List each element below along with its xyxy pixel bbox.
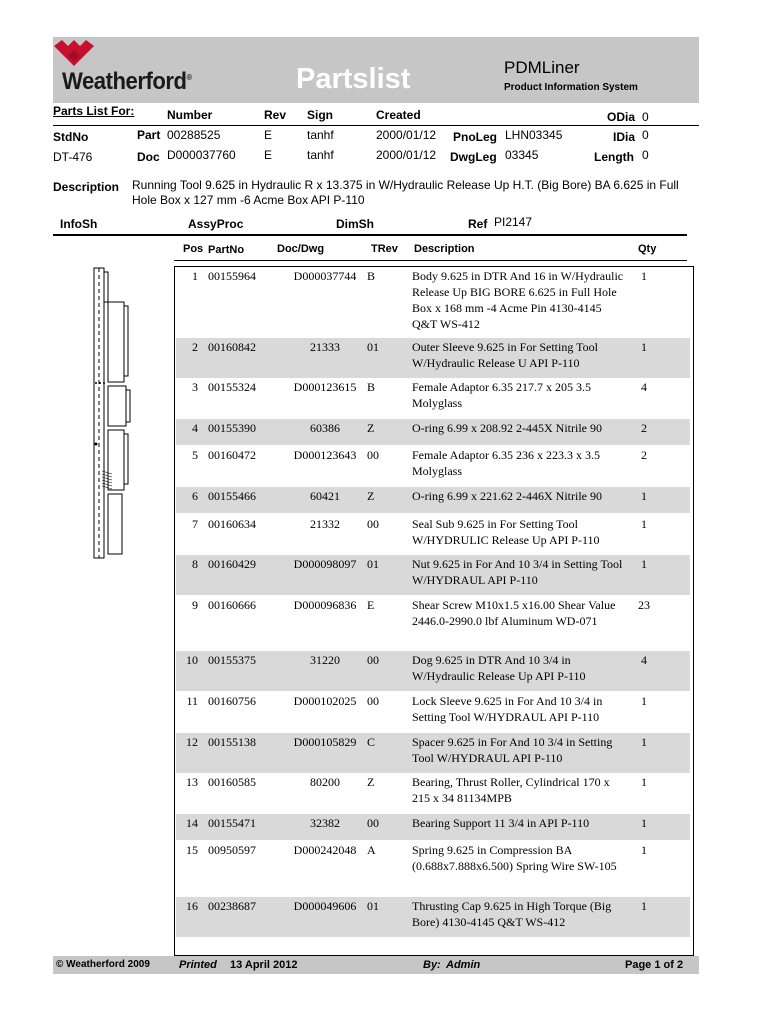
dwgleg-label: DwgLeg [450, 150, 497, 164]
row-pos: 6 [192, 489, 198, 503]
row-partno: 00155964 [208, 269, 256, 283]
length-label: Length [594, 150, 634, 164]
table-row [176, 841, 690, 895]
row-description: O-ring 6.99 x 208.92 2-445X Nitrile 90 [412, 421, 602, 435]
stdno-value: DT-476 [53, 150, 93, 164]
row-pos: 9 [192, 598, 198, 612]
description-label: Description [53, 180, 120, 194]
row-qty: 1 [641, 899, 647, 913]
number-label: Number [167, 108, 213, 122]
table-row [176, 692, 690, 732]
col-trev-header: TRev [371, 243, 398, 255]
table-row [176, 378, 690, 418]
row-pos: 8 [192, 557, 198, 571]
part-created: 2000/01/12 [376, 128, 437, 142]
row-partno: 00155471 [208, 816, 256, 830]
row-description: Seal Sub 9.625 in For Setting Tool W/HYDRULIC Release Up API P-110 [412, 517, 600, 547]
row-description: Spring 9.625 in Compression BA (0.688x7.888x6.500) Spring Wire SW-105 [412, 843, 617, 873]
row-pos: 11 [186, 694, 198, 708]
odia-value: 0 [642, 110, 649, 124]
odia-label: ODia [607, 110, 636, 124]
length-value: 0 [642, 148, 649, 162]
doc-sign: tanhf [307, 148, 334, 162]
row-qty: 1 [641, 775, 647, 789]
row-partno: 00160472 [208, 448, 256, 462]
row-pos: 10 [186, 653, 198, 667]
row-partno: 00160666 [208, 598, 256, 612]
row-description: Shear Screw M10x1.5 x16.00 Shear Value 2446.0-2990.0 lbf Aluminum WD-071 [412, 598, 616, 628]
table-row [176, 733, 690, 773]
row-pos: 5 [192, 448, 198, 462]
table-row [176, 651, 690, 691]
row-trev: 01 [367, 340, 379, 354]
part-rev: E [264, 128, 273, 142]
system-subtitle: Product Information System [504, 82, 638, 93]
row-partno: 00160585 [208, 775, 256, 789]
ref-value: PI2147 [494, 215, 533, 229]
row-qty: 23 [638, 598, 650, 612]
row-qty: 1 [641, 517, 647, 531]
row-pos: 4 [192, 421, 198, 435]
row-description: Nut 9.625 in For And 10 3/4 in Setting Tool W/HYDRAUL API P-110 [412, 557, 623, 587]
row-description: Outer Sleeve 9.625 in For Setting Tool W/Hydraulic Release U API P-110 [412, 340, 598, 370]
row-trev: 01 [367, 557, 379, 571]
row-trev: C [367, 735, 376, 749]
table-row [176, 814, 690, 840]
row-pos: 12 [186, 735, 198, 749]
row-qty: 2 [641, 421, 647, 435]
row-partno: 00155324 [208, 380, 256, 394]
pnoleg-value: LHN03345 [505, 128, 563, 142]
col-partno-header: PartNo [208, 244, 245, 256]
row-doc: 32382 [310, 816, 340, 830]
row-qty: 1 [641, 340, 647, 354]
created-label: Created [376, 108, 421, 122]
row-trev: 00 [367, 517, 379, 531]
table-row [176, 419, 690, 445]
row-description: O-ring 6.99 x 221.62 2-446X Nitrile 90 [412, 489, 602, 503]
brand-name: Weatherford® [62, 68, 192, 95]
row-partno: 00155466 [208, 489, 256, 503]
table-row [176, 487, 690, 513]
system-name: PDMLiner [504, 58, 580, 77]
row-pos: 1 [192, 269, 198, 283]
row-description: Body 9.625 in DTR And 16 in W/Hydraulic Release Up BIG BORE 6.625 in Full Hole Box x 168 mm -4 Acme Pin 4130-4145 Q&T WS-412 [412, 269, 624, 331]
weatherford-logo-icon [54, 40, 94, 68]
divider [53, 125, 699, 126]
row-description: Spacer 9.625 in For And 10 3/4 in Setting Tool W/HYDRAUL API P-110 [412, 735, 613, 765]
by-value: Admin [446, 959, 481, 971]
table-row [176, 515, 690, 555]
table-row [176, 773, 690, 813]
assyproc-label: AssyProc [188, 217, 244, 231]
row-partno: 00155390 [208, 421, 256, 435]
part-label: Part [137, 128, 161, 142]
col-pos-header: Pos [183, 243, 204, 255]
divider [174, 260, 687, 261]
row-description: Lock Sleeve 9.625 in For And 10 3/4 in Setting Tool W/HYDRAUL API P-110 [412, 694, 603, 724]
row-trev: A [367, 843, 376, 857]
copyright: © Weatherford 2009 [56, 959, 150, 970]
row-doc: D000123643 [293, 448, 357, 462]
row-qty: 4 [641, 653, 647, 667]
divider [53, 234, 687, 236]
row-trev: E [367, 598, 375, 612]
col-qty-header: Qty [638, 243, 657, 255]
sign-label: Sign [307, 108, 333, 122]
row-pos: 15 [186, 843, 198, 857]
row-pos: 7 [192, 517, 198, 531]
row-doc: 31220 [310, 653, 340, 667]
doc-rev: E [264, 148, 273, 162]
row-description: Female Adaptor 6.35 236 x 223.3 x 3.5 Molyglass [412, 448, 600, 478]
assembly-description: Running Tool 9.625 in Hydraulic R x 13.375 in W/Hydraulic Release Up H.T. (Big Bore) BA 6.625 in Full Hole Box x 127 mm -6 Acme Box API P-110 [132, 178, 679, 207]
row-trev: Z [367, 775, 375, 789]
row-trev: 00 [367, 653, 379, 667]
idia-value: 0 [642, 128, 649, 142]
printed-date: 13 April 2012 [230, 959, 298, 971]
row-doc: 60386 [310, 421, 340, 435]
table-row [176, 267, 690, 335]
table-row [176, 446, 690, 486]
row-partno: 00950597 [208, 843, 256, 857]
dimsh-label: DimSh [336, 217, 375, 231]
row-doc: 60421 [310, 489, 340, 503]
row-trev: Z [367, 489, 375, 503]
row-doc: D000049606 [293, 899, 357, 913]
row-qty: 1 [641, 489, 647, 503]
row-partno: 00155375 [208, 653, 256, 667]
row-trev: B [367, 269, 376, 283]
doc-created: 2000/01/12 [376, 148, 437, 162]
idia-label: IDia [613, 130, 636, 144]
part-sign: tanhf [307, 128, 334, 142]
row-pos: 16 [186, 899, 198, 913]
rev-label: Rev [264, 108, 287, 122]
row-doc: D000242048 [293, 843, 357, 857]
table-row [176, 897, 690, 937]
row-doc: D000123615 [293, 380, 357, 394]
row-trev: 01 [367, 899, 379, 913]
row-trev: Z [367, 421, 375, 435]
row-doc: D000096836 [293, 598, 357, 612]
col-docdwg-header: Doc/Dwg [277, 243, 325, 255]
row-partno: 00155138 [208, 735, 256, 749]
row-partno: 00160634 [208, 517, 256, 531]
row-qty: 1 [641, 269, 647, 283]
table-row [176, 596, 690, 650]
row-pos: 14 [186, 816, 198, 830]
row-description: Female Adaptor 6.35 217.7 x 205 3.5 Molyglass [412, 380, 591, 410]
row-qty: 4 [641, 380, 647, 394]
row-qty: 1 [641, 735, 647, 749]
row-pos: 13 [186, 775, 198, 789]
by-label: By: [423, 959, 441, 971]
row-doc: 80200 [310, 775, 340, 789]
row-description: Bearing, Thrust Roller, Cylindrical 170 x 215 x 34 81134MPB [412, 775, 610, 805]
stdno-label: StdNo [53, 130, 89, 144]
table-row [176, 338, 690, 378]
row-doc: 21333 [310, 340, 340, 354]
parts-list-for-label: Parts List For: [53, 104, 135, 118]
row-pos: 2 [192, 340, 198, 354]
table-row [176, 555, 690, 595]
row-trev: 00 [367, 448, 379, 462]
row-qty: 1 [641, 843, 647, 857]
doc-number: D000037760 [167, 148, 236, 162]
row-doc: D000105829 [293, 735, 357, 749]
page-title: Partslist [296, 63, 411, 95]
row-qty: 1 [641, 816, 647, 830]
row-doc: D000098097 [293, 557, 357, 571]
row-trev: 00 [367, 816, 379, 830]
doc-label: Doc [137, 150, 160, 164]
row-partno: 00160842 [208, 340, 256, 354]
page-number: Page 1 of 2 [625, 959, 684, 971]
col-description-header: Description [414, 243, 475, 255]
row-description: Thrusting Cap 9.625 in High Torque (Big Bore) 4130-4145 Q&T WS-412 [412, 899, 612, 929]
printed-label: Printed [179, 959, 217, 971]
ref-label: Ref [468, 217, 488, 231]
row-qty: 1 [641, 557, 647, 571]
footer-bar [53, 956, 699, 974]
part-number: 00288525 [167, 128, 221, 142]
row-description: Dog 9.625 in DTR And 10 3/4 in W/Hydraulic Release Up API P-110 [412, 653, 586, 683]
pnoleg-label: PnoLeg [453, 130, 497, 144]
assembly-drawing [88, 266, 138, 562]
row-partno: 00160429 [208, 557, 256, 571]
dwgleg-value: 03345 [505, 148, 539, 162]
row-partno: 00238687 [208, 899, 256, 913]
row-doc: D000102025 [293, 694, 357, 708]
infosh-label: InfoSh [60, 217, 98, 231]
row-qty: 1 [641, 694, 647, 708]
row-pos: 3 [192, 380, 198, 394]
row-trev: B [367, 380, 376, 394]
row-doc: 21332 [310, 517, 340, 531]
row-partno: 00160756 [208, 694, 256, 708]
row-description: Bearing Support 11 3/4 in API P-110 [412, 816, 590, 830]
row-doc: D000037744 [293, 269, 357, 283]
row-qty: 2 [641, 448, 647, 462]
row-trev: 00 [367, 694, 379, 708]
